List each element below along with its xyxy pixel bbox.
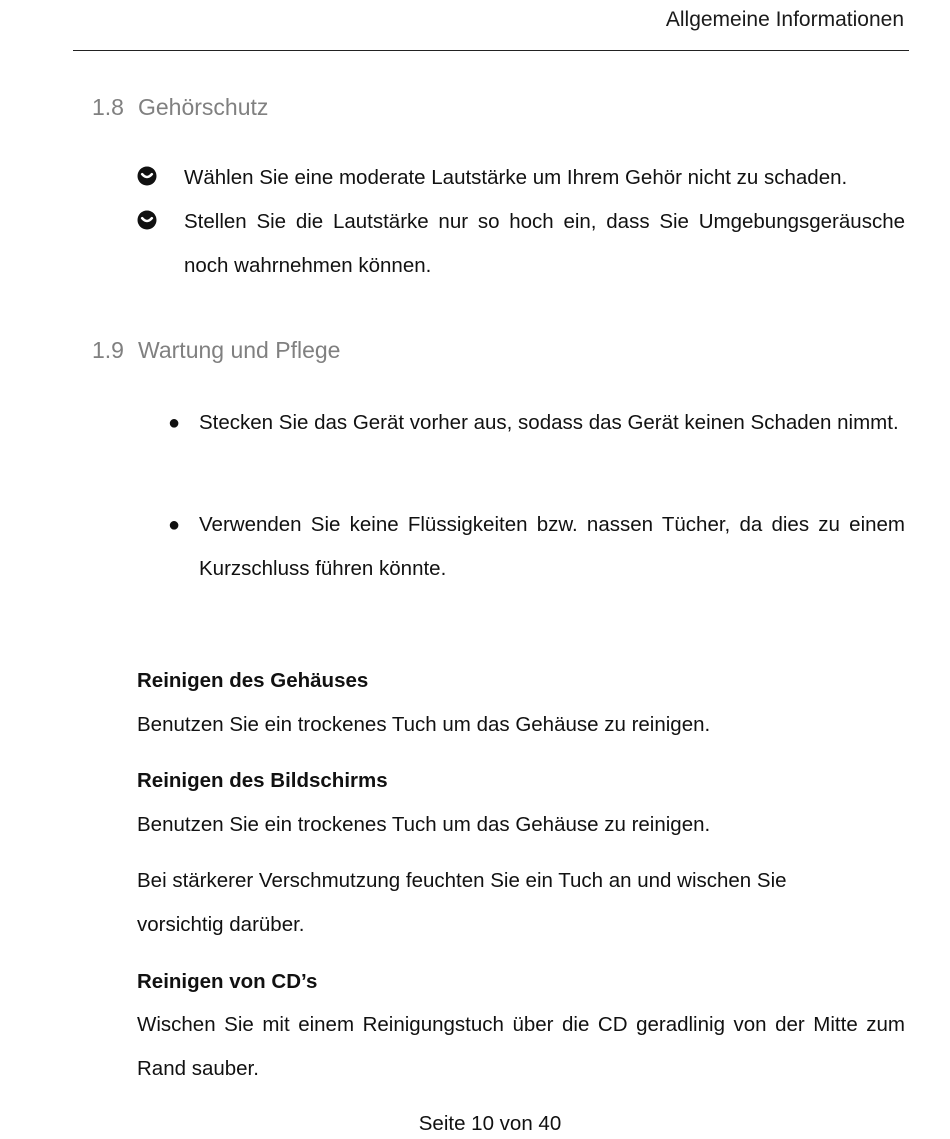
section-number: 1.8	[92, 94, 124, 120]
paragraph-screen: Benutzen Sie ein trockenes Tuch um das Gehäuse zu reinigen.	[137, 813, 711, 836]
paragraph-screen-detail: Bei stärkerer Verschmutzung feuchten Sie ein Tuch an und wischen Sie vorsichtig darüber.	[137, 869, 787, 936]
check-item-text: Stellen Sie die Lautstärke nur so hoch ein, dass Sie Umgebungsgeräusche noch wahrnehmen können.	[184, 210, 905, 277]
bullet-item-text: Stecken Sie das Gerät vorher aus, sodass das Gerät keinen Schaden nimmt.	[199, 411, 899, 434]
check-list-item	[137, 200, 905, 288]
bullet-list-item	[168, 401, 905, 445]
page-number: Seite 10 von 40	[418, 1112, 562, 1135]
section-title: Gehörschutz	[138, 94, 269, 120]
sub-heading-cd: Reinigen von CD’s	[137, 970, 318, 993]
section-heading-1-9	[92, 335, 340, 365]
paragraph-housing: Benutzen Sie ein trockenes Tuch um das Gehäuse zu reinigen.	[137, 713, 711, 736]
bullet-icon: ●	[168, 514, 181, 536]
bullet-list-item	[168, 503, 905, 591]
check-circle-icon	[137, 210, 157, 230]
sub-heading-screen: Reinigen des Bildschirms	[137, 769, 388, 792]
check-list-item	[137, 156, 905, 200]
header-divider	[73, 50, 909, 51]
section-number: 1.9	[92, 337, 124, 363]
paragraph-cd: Wischen Sie mit einem Reinigungstuch über die CD geradlinig von der Mitte zum Rand sauber.	[137, 1013, 905, 1080]
page-header: Allgemeine Informationen	[665, 8, 904, 31]
bullet-icon: ●	[168, 412, 181, 434]
section-heading-1-8	[92, 92, 268, 122]
check-circle-icon	[137, 166, 157, 186]
section-title: Wartung und Pflege	[138, 337, 341, 363]
bullet-item-text: Verwenden Sie keine Flüssigkeiten bzw. nassen Tücher, da dies zu einem Kurzschluss führen könnte.	[199, 513, 905, 580]
sub-heading-housing: Reinigen des Gehäuses	[137, 669, 369, 692]
check-item-text: Wählen Sie eine moderate Lautstärke um Ihrem Gehör nicht zu schaden.	[184, 166, 848, 189]
